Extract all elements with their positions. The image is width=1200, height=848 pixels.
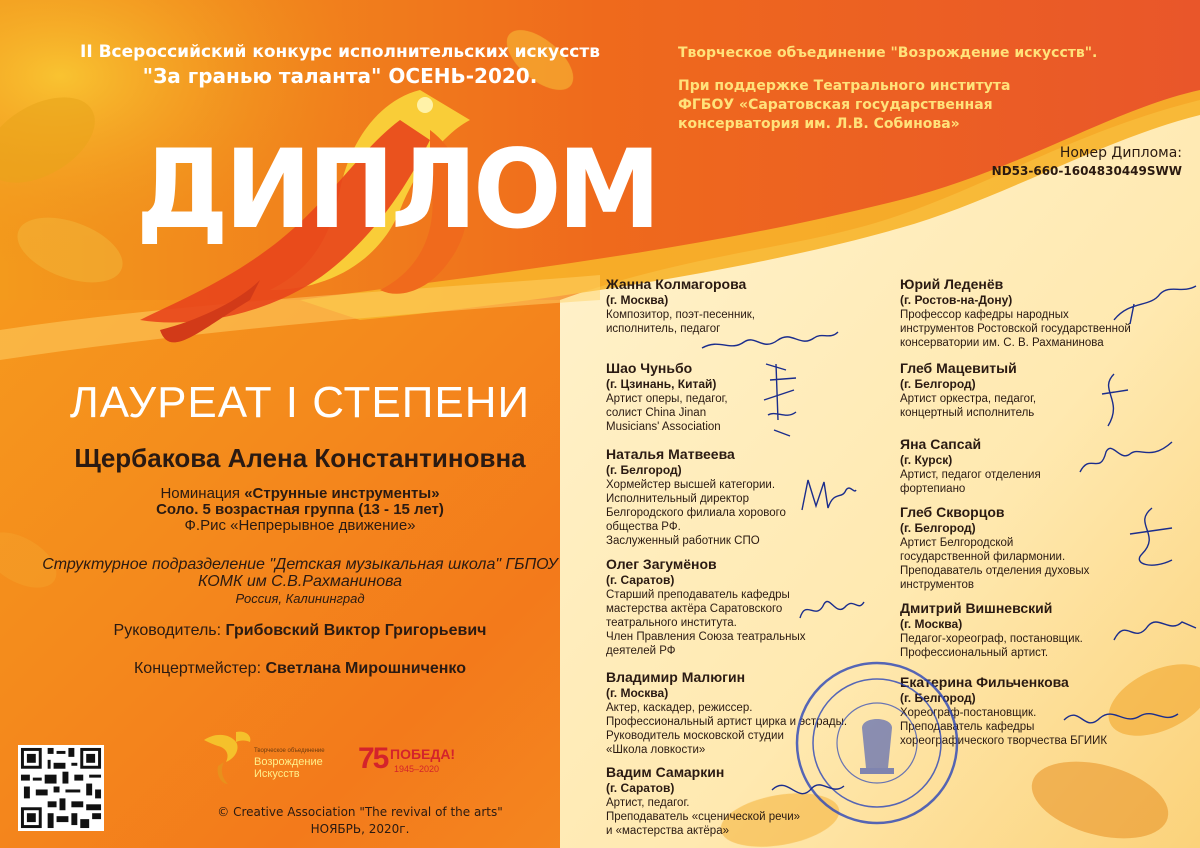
jury-member-description: Педагог-хореограф, постановщик. [900, 633, 1083, 645]
jury-member-city: (г. Москва) [606, 293, 669, 307]
logo-line-1: Возрождение [254, 756, 323, 768]
jury-member-description: Профессиональный артист цирка и эстрады. [606, 716, 848, 728]
jury-member-description: Хормейстер высшей категории. [606, 479, 776, 491]
signature-icon [1110, 280, 1200, 330]
accompanist-label: Концертмейстер: [133, 660, 266, 677]
jury-member-description: Артист, педагог. [606, 797, 690, 809]
signature-icon [796, 588, 866, 628]
jury-member-description: Артист оперы, педагог, [606, 393, 728, 405]
signature-icon [1122, 504, 1182, 574]
institution-block [0, 556, 600, 607]
jury-member-name: Глеб Мацевитый [900, 360, 1017, 376]
jury-member-description: «Школа ловкости» [606, 744, 706, 756]
jury-member-description: Профессор кафедры народных [900, 309, 1069, 321]
leader-line [0, 622, 600, 640]
jury-member-description: Артист Белгородской [900, 537, 1014, 549]
phoenix-logo-icon [196, 722, 256, 786]
jury-member-name: Глеб Скворцов [900, 504, 1005, 520]
signature-icon [798, 470, 858, 520]
jury-member-name: Шао Чуньбо [606, 360, 693, 376]
contest-title [60, 40, 620, 88]
jury-member-name: Екатерина Фильченкова [900, 674, 1069, 690]
institution-line-2: КОМК им С.В.Рахманинова [197, 573, 403, 590]
jury-member-description: и «мастерства актёра» [606, 825, 729, 837]
jury-member-description: мастерства актёра Саратовского [606, 603, 783, 615]
jury-member-description: Старший преподаватель кафедры [606, 589, 790, 601]
jury-member-city: (г. Курск) [900, 453, 953, 467]
jury-member-description: Актер, каскадер, режиссер. [606, 702, 753, 714]
diploma-number-label: Номер Диплома: [1059, 145, 1182, 161]
leader-label: Руководитель: [113, 622, 226, 639]
jury-member-description: Заслуженный работник СПО [606, 535, 760, 547]
age-group: Соло. 5 возрастная группа (13 - 15 лет) [156, 501, 444, 518]
jury-member-description: исполнитель, педагог [606, 323, 721, 335]
jury-member-description: деятелей РФ [606, 645, 676, 657]
jury-member-name: Наталья Матвеева [606, 446, 735, 462]
support-line-3: консерватория им. Л.В. Собинова» [678, 116, 960, 132]
jury-member-description: солист China Jinan [606, 407, 707, 419]
jury-member-description: Артист, педагог отделения [900, 469, 1041, 481]
jury-member-city: (г. Белгород) [900, 691, 976, 705]
nomination-block [0, 486, 600, 534]
organizer-name: Творческое объединение "Возрождение искусств". [678, 45, 1098, 61]
jury-member-description: фортепиано [900, 483, 966, 495]
signature-icon [756, 360, 806, 440]
jury-member-description: Преподаватель отделения духовых [900, 565, 1090, 577]
signature-icon [700, 318, 840, 360]
participant-name: Щербакова Алена Константиновна [74, 443, 526, 473]
diploma-title: ДИПЛОМ [136, 124, 657, 254]
jury-member-name: Жанна Колмагорова [606, 276, 747, 292]
support-line-1: При поддержке Театрального института [678, 78, 1011, 94]
jury-member-name: Яна Сапсай [900, 436, 982, 452]
footer [120, 804, 600, 838]
nomination-value: «Струнные инструменты» [244, 485, 440, 502]
jury-member-description: Руководитель московской студии [606, 730, 784, 742]
jury-member-description: государственной филармонии. [900, 551, 1066, 563]
signature-icon [768, 770, 848, 810]
accompanist-line [0, 660, 600, 678]
jury-member-description: Преподаватель кафедры [900, 721, 1035, 733]
victory-logo [358, 742, 478, 782]
leader-name: Грибовский Виктор Григорьевич [225, 622, 487, 639]
victory-years: 1945–2020 [394, 764, 440, 774]
jury-member-name: Олег Загумёнов [606, 556, 717, 572]
institution-line-1: Структурное подразделение "Детская музыкальная школа" ГБПОУ [42, 556, 558, 573]
location: Россия, Калининград [235, 591, 365, 606]
jury-member-name: Дмитрий Вишневский [900, 600, 1053, 616]
jury-member-description: Musicians' Association [606, 421, 721, 433]
jury-member-city: (г. Москва) [606, 686, 669, 700]
victory-text: ПОБЕДА! [390, 746, 456, 762]
jury-member [900, 360, 1200, 420]
jury-member-name: Юрий Леденёв [900, 276, 1004, 292]
signature-icon [1076, 432, 1176, 482]
signature-icon [1094, 370, 1134, 430]
jury-member-city: (г. Белгород) [900, 521, 976, 535]
logo-line-2: Искусств [254, 768, 300, 780]
jury-member-name: Вадим Самаркин [606, 764, 725, 780]
jury-member-description: Белгородского филиала хорового [606, 507, 786, 519]
piece: Ф.Рис «Непрерывное движение» [184, 517, 416, 534]
jury-member-description: театрального института. [606, 617, 737, 629]
jury-member-description: общества РФ. [606, 521, 681, 533]
nomination-label: Номинация [160, 485, 245, 502]
jury-member-description: Член Правления Союза театральных [606, 631, 806, 643]
jury-member-description: Композитор, поэт-песенник, [606, 309, 755, 321]
contest-line-1: II Всероссийский конкурс исполнительских искусств [80, 42, 600, 62]
award-degree: ЛАУРЕАТ I СТЕПЕНИ [69, 378, 531, 427]
jury-member-city: (г. Цзинань, Китай) [606, 377, 717, 391]
jury-member-description: консерватории им. С. В. Рахманинова [900, 337, 1104, 349]
jury-member-description: концертный исполнитель [900, 407, 1035, 419]
jury-member-description: хореографического творчества БГИИК [900, 735, 1108, 747]
jury-member-city: (г. Белгород) [606, 463, 682, 477]
victory-75-icon: 75 [358, 742, 388, 775]
qr-code-icon [18, 745, 104, 831]
diploma-number-block [992, 144, 1182, 180]
jury-member-description: Артист оркестра, педагог, [900, 393, 1037, 405]
contest-line-2: "За гранью таланта" ОСЕНЬ-2020. [142, 64, 538, 88]
signature-icon [1110, 610, 1200, 650]
jury-member-city: (г. Саратов) [606, 781, 675, 795]
jury-member-city: (г. Саратов) [606, 573, 675, 587]
org-logo [196, 722, 346, 786]
logo-small-text: Творческое объединение [254, 748, 325, 754]
jury-member-description: Преподаватель «сценической речи» [606, 811, 801, 823]
support-line-2: ФГБОУ «Саратовская государственная [678, 97, 993, 113]
copyright: © Creative Association "The revival of the arts" [217, 805, 503, 819]
logo-title [254, 756, 323, 780]
jury-member-description: инструментов [900, 579, 974, 591]
jury-member-city: (г. Белгород) [900, 377, 976, 391]
jury-member-description: Профессиональный артист. [900, 647, 1049, 659]
diploma-number: ND53-660-1604830449SWW [991, 164, 1182, 178]
jury-member-city: (г. Ростов-на-Дону) [900, 293, 1013, 307]
jury-member-name: Владимир Малюгин [606, 669, 746, 685]
accompanist-name: Светлана Мирошниченко [265, 660, 466, 677]
jury-member-description: Хореограф-постановщик. [900, 707, 1037, 719]
jury-member-description: инструментов Ростовской государственной [900, 323, 1131, 335]
jury-member-city: (г. Москва) [900, 617, 963, 631]
jury-member [606, 446, 906, 548]
organizer-block [678, 44, 1098, 134]
jury-member-description: Исполнительный директор [606, 493, 749, 505]
issue-date: НОЯБРЬ, 2020г. [310, 822, 410, 836]
signature-icon [1060, 700, 1180, 736]
